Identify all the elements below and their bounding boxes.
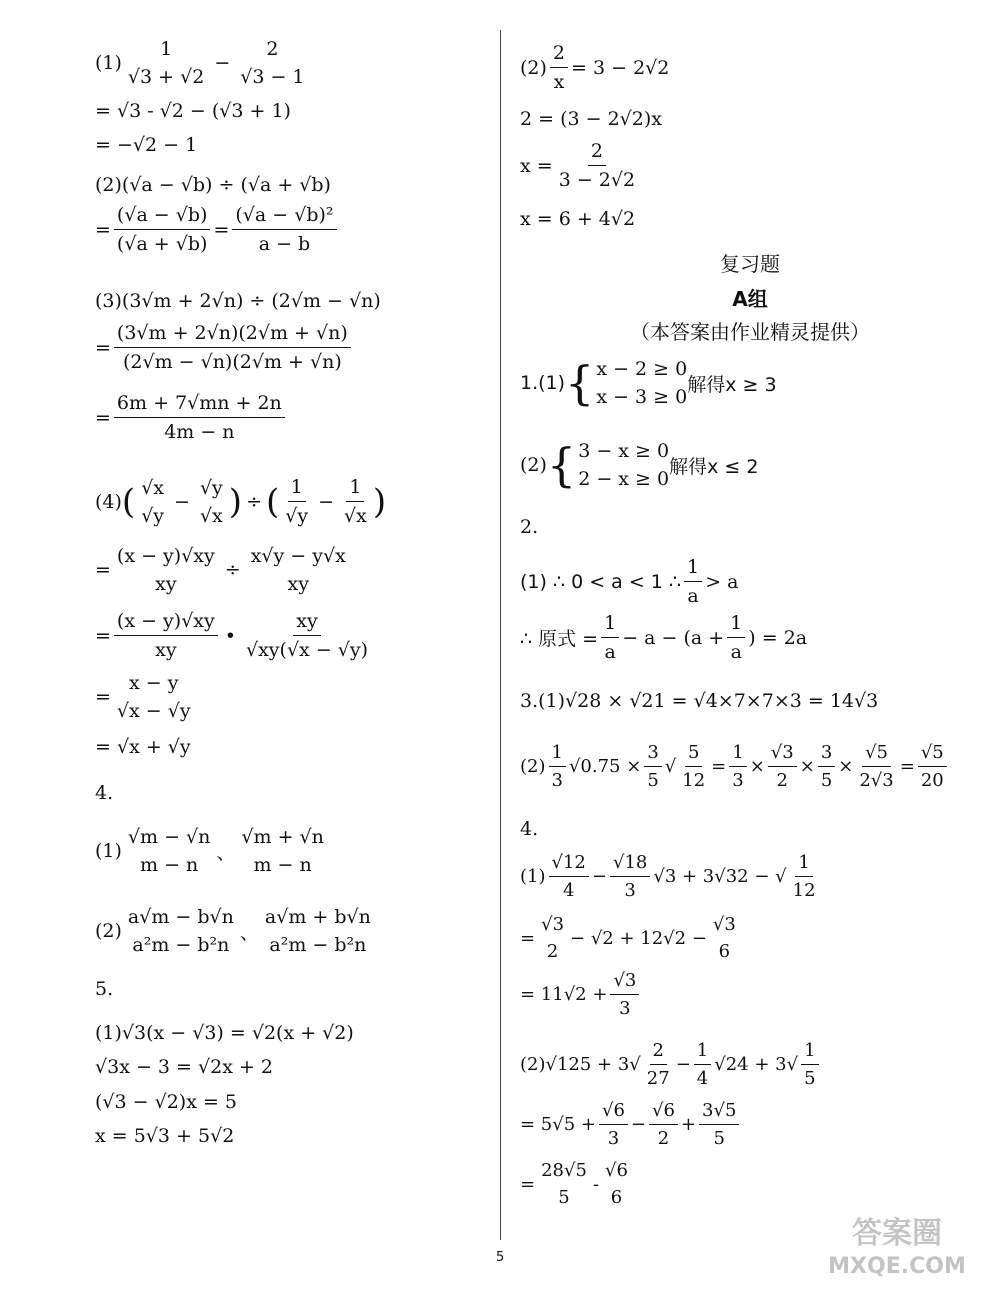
- equals: =: [95, 559, 111, 581]
- fraction: √6 6: [605, 1160, 628, 1208]
- q5-line2: √3x − 3 = √2x + 2: [95, 1056, 273, 1078]
- equals: =: [95, 686, 111, 708]
- fraction: $\frac{√6}{3}$: [599, 1100, 628, 1149]
- text: √: [664, 756, 677, 777]
- equals: =: [95, 218, 111, 241]
- left-p1-line1: [95, 38, 311, 88]
- q4r-p2: [520, 1040, 822, 1089]
- q4r-p2-line3: [520, 1160, 634, 1208]
- text: √0.75 ×: [568, 756, 642, 777]
- paren: ): [228, 481, 243, 522]
- label: (2): [520, 454, 547, 476]
- right-p2-line1: [520, 42, 669, 93]
- fraction: $\frac{2}{3 - 2√2}$: [558, 140, 636, 191]
- fraction: √x √y: [141, 476, 165, 527]
- q4r-p2-line2: [520, 1100, 742, 1149]
- left-p3-line3: [95, 392, 288, 443]
- q1-p2: [520, 440, 758, 490]
- equals: =: [520, 927, 536, 949]
- label: 1.(1): [520, 372, 566, 394]
- brace: {: [546, 438, 577, 492]
- fraction: $\frac{1}{a}$: [601, 612, 619, 663]
- fraction: x√y − y√x xy: [250, 545, 346, 595]
- left-p1-line3: = −√2 − 1: [95, 134, 198, 156]
- operator: ×: [749, 756, 765, 777]
- fraction: 28√5 5: [541, 1160, 587, 1208]
- fraction: $\frac{1}{a}$: [684, 556, 702, 607]
- watermark-bottom: MXQE.COM: [828, 1254, 966, 1279]
- q5-line4: x = 5√3 + 5√2: [95, 1125, 235, 1147]
- text: = 11√2 +: [520, 984, 608, 1005]
- right-p2-line3: [520, 140, 641, 191]
- q1-p1: [520, 358, 777, 408]
- operator: −: [675, 1054, 691, 1075]
- q4r-title: 4.: [520, 818, 539, 840]
- q4r-p1-line3: [520, 970, 642, 1019]
- fraction: $\frac{√3}{3}$: [610, 970, 639, 1019]
- left-p2-line1: (2)(√a − √b) ÷ (√a + √b): [95, 174, 331, 196]
- right-p2-line4: x = 6 + 4√2: [520, 208, 636, 230]
- operator: -: [592, 1173, 600, 1195]
- fraction: $\frac{1}{√y}$: [285, 476, 309, 527]
- left-p3-line2: [95, 322, 354, 373]
- fraction: $\frac{√6}{2}$: [649, 1100, 678, 1149]
- fraction: 1 √3 + √2: [127, 38, 205, 88]
- operator: −: [591, 866, 607, 887]
- watermark-logo: [812, 1209, 982, 1279]
- inequality-system: { 3 − x ≥ 0 2 − x ≥ 0: [546, 438, 670, 492]
- fraction: $\frac{1}{12}$: [792, 852, 816, 901]
- lhs: x =: [520, 154, 553, 177]
- separator: 、: [239, 921, 259, 944]
- text: − a − (a +: [622, 626, 725, 649]
- left-p3-line1: (3)(3√m + 2√n) ÷ (2√m − √n): [95, 290, 381, 312]
- fraction: $\frac{(3√m + 2√n)(2√m + √n)}{(2√m - √n)(2√m + √n)}$: [114, 322, 351, 373]
- q4-title: 4.: [95, 782, 114, 804]
- fraction: 2 √3 − 1: [240, 38, 305, 88]
- operator: ÷: [224, 559, 241, 581]
- right-p2-line2: 2 = (3 − 2√2)x: [520, 108, 662, 130]
- fraction: √3 2: [541, 914, 565, 962]
- operator: •: [224, 624, 236, 647]
- equals: =: [95, 406, 111, 429]
- text: √24 + 3√: [714, 1054, 799, 1075]
- fraction: √m − √n m − n: [127, 826, 211, 876]
- equals: =: [213, 218, 230, 241]
- fraction: $\frac{xy}{√xy(√x - √y)}$: [245, 610, 369, 661]
- text: ∴ 原式 =: [520, 628, 599, 650]
- watermark-top: 答案圈: [852, 1216, 942, 1251]
- paren: ): [372, 481, 387, 522]
- label: (1): [520, 866, 546, 887]
- fraction: $\frac{3}{5}$: [818, 742, 835, 791]
- fraction: $\frac{√5}{20}$: [918, 742, 947, 791]
- fraction: $\frac{6m + 7√mn + 2n}{4m - n}$: [114, 392, 285, 443]
- label: (1): [95, 52, 122, 74]
- label: (1): [95, 840, 122, 862]
- separator: 、: [216, 841, 236, 864]
- fraction: $\frac{3√5}{5}$: [699, 1100, 739, 1149]
- provider-note: （本答案由作业精灵提供）: [630, 320, 870, 344]
- text: √3 + 3√32 − √: [653, 866, 787, 887]
- brace: {: [565, 356, 595, 410]
- result: 解得x ≥ 3: [687, 373, 777, 396]
- fraction: √m + √n m − n: [241, 826, 324, 876]
- fraction: $\frac{(x - y)√xy}{xy}$: [114, 610, 218, 661]
- operator: −: [318, 490, 335, 513]
- page-number: 5: [496, 1250, 505, 1265]
- paren: (: [265, 481, 280, 522]
- left-p4-line3: [95, 610, 374, 661]
- fraction: $\frac{√12}{4}$: [549, 852, 589, 901]
- fraction: √3 6: [712, 914, 736, 962]
- text: − √2 + 12√2 −: [570, 927, 707, 949]
- text: ) = 2a: [748, 626, 808, 649]
- fraction: $\frac{5}{12}$: [682, 742, 706, 791]
- equals: =: [711, 756, 727, 777]
- left-p1-line2: = √3 - √2 − (√3 + 1): [95, 100, 291, 122]
- equals: =: [520, 1173, 536, 1195]
- operator: ×: [838, 756, 854, 777]
- fraction: $\frac{3}{5}$: [644, 742, 661, 791]
- operator: +: [680, 1114, 697, 1135]
- q5-line3: (√3 − √2)x = 5: [95, 1091, 238, 1113]
- review-title: 复习题: [720, 252, 780, 276]
- equals: =: [899, 756, 915, 777]
- label: (4): [95, 490, 122, 513]
- fraction: $\frac{\text{(√a − √b)²}}{a - b}$: [232, 204, 336, 255]
- fraction: $\frac{1}{√x}$: [344, 476, 367, 527]
- operator: ×: [799, 756, 815, 777]
- group-title: A组: [732, 287, 768, 311]
- result: 解得x ≤ 2: [669, 455, 759, 478]
- equals: =: [95, 624, 111, 647]
- operator: −: [174, 490, 190, 513]
- equals: =: [95, 336, 111, 359]
- q2-p2: [520, 612, 807, 663]
- text: (1) ∴ 0 < a < 1 ∴: [520, 570, 682, 593]
- fraction: $\frac{1}{3}$: [549, 742, 566, 791]
- fraction: $\frac{2}{27}$: [646, 1040, 670, 1089]
- fraction: $\frac{1}{5}$: [801, 1040, 818, 1089]
- q4-p2: [95, 906, 377, 956]
- rhs: = 3 − 2√2: [571, 56, 670, 79]
- label: (2): [95, 920, 122, 942]
- fraction: $\frac{√3}{2}$: [768, 742, 797, 791]
- q4r-p1: [520, 852, 822, 901]
- fraction: x − y √x − √y: [116, 672, 191, 722]
- left-p4-line4: [95, 672, 197, 722]
- text: > a: [705, 570, 739, 593]
- text: (2)√125 + 3√: [520, 1054, 641, 1075]
- q4r-p1-line2: [520, 914, 742, 962]
- fraction: a√m + b√n a²m − b²n: [264, 906, 371, 956]
- left-p4-line5: = √x + √y: [95, 736, 191, 758]
- label: (2): [520, 56, 547, 79]
- fraction: a√m − b√n a²m − b²n: [127, 906, 234, 956]
- left-p2-line2: [95, 204, 340, 255]
- q2-p1: [520, 556, 738, 607]
- paren: (: [121, 481, 136, 522]
- q5-title: 5.: [95, 978, 114, 1000]
- fraction: $\frac{1}{a}$: [727, 612, 745, 663]
- q3-p2: [520, 742, 950, 791]
- fraction: $\frac{√5}{2√3}$: [859, 742, 894, 791]
- inequality-system: { x − 2 ≥ 0 x − 3 ≥ 0: [565, 356, 688, 410]
- operator: −: [214, 52, 231, 74]
- fraction: √y √x: [199, 476, 223, 527]
- q5-line1: (1)√3(x − √3) = √2(x + √2): [95, 1022, 354, 1044]
- left-p4-line2: [95, 545, 352, 595]
- fraction: $\frac{2}{x}$: [550, 42, 568, 93]
- fraction: $\frac{1}{3}$: [729, 742, 746, 791]
- fraction: (x − y)√xy xy: [116, 545, 215, 595]
- q2-title: 2.: [520, 516, 539, 538]
- q3-line1: 3.(1)√28 × √21 = √4×7×7×3 = 14√3: [520, 690, 879, 712]
- column-divider: [500, 30, 501, 1240]
- text: = 5√5 +: [520, 1114, 596, 1135]
- fraction: $\frac{√18}{3}$: [610, 852, 650, 901]
- operator: ÷: [246, 490, 262, 513]
- q4-p1: [95, 826, 330, 876]
- operator: −: [630, 1114, 646, 1135]
- label: (2): [520, 756, 546, 777]
- fraction: $\frac{(√a - √b)}{(√a + √b)}$: [114, 204, 211, 255]
- left-p4-line1: [95, 476, 386, 527]
- fraction: $\frac{1}{4}$: [694, 1040, 711, 1089]
